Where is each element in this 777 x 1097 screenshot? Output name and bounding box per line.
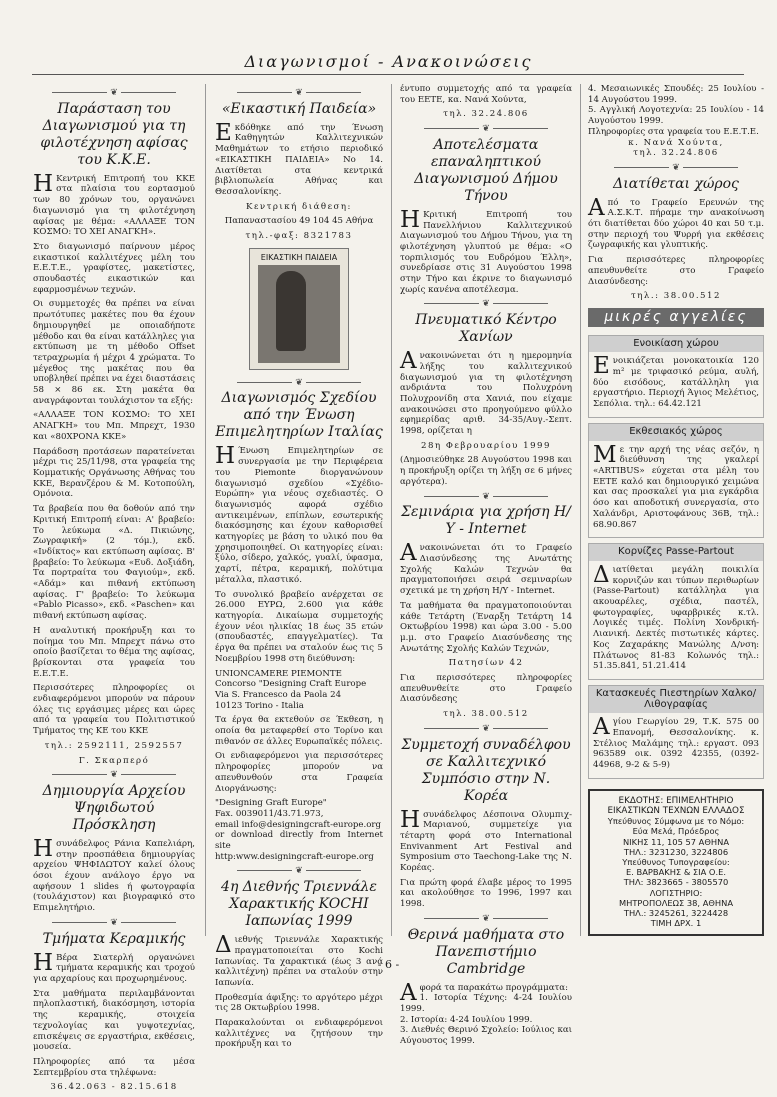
article-title: Παράσταση του Διαγωνισμού για τη φιλοτέχνηση αφίσας του Κ.Κ.Ε. (40, 100, 188, 168)
phone-number: τηλ. 38.00.512 (443, 709, 529, 720)
ornament: ❦ (33, 918, 195, 929)
article-text: Τα βραβεία που θα δοθούν από την Κριτική Επιτροπή είναι: Α' βραβείο: Το λεύκωμα «Δ. Πικιώνης, Ζωγραφική» (2 τόμ.), εκδ. «Ινδίκτος» και εκτύπωση αφίσας. Β' βραβείο: Το λεύκωμα «Ευδ. Δοξιάδη, Τα πορτραίτα του Φαγιούμ», εκδ. «Αδάμ» και πιθανή εκτύπωση αφίσας. Γ' βραβείο: Το λεύκωμα «Pablo Picasso», εκδ. «Paschen» και πιθανή εκτύπωση αφίσας. (33, 504, 195, 622)
classified-ad (588, 423, 764, 538)
ornament: ❦ (33, 88, 195, 99)
article-text: «ΑΛΛΑΞΕ ΤΟΝ ΚΟΣΜΟ: ΤΟ ΧΕΙ ΑΝΑΓΚΗ» του Μπ. Μπρεχτ, 1930 και «80ΧΡΟΝΑ ΚΚΕ» (33, 410, 195, 442)
ornament: ❦ (400, 299, 572, 310)
publisher-line: ΤΗΛ: 3823665 - 3805570 (623, 877, 729, 888)
contact-name: Γ. Σκαρπερό (78, 755, 150, 766)
article-text: Οι ενδιαφερόμενοι για περισσότερες πληροφορίες μπορούν να απευθυνθούν στα Γραφεία Διοργάνωσης: (215, 751, 383, 794)
phone-number: 36.42.063 - 82.15.618 (50, 1082, 178, 1093)
article-title: Διαγωνισμός Σχεδίου από την Ένωση Επιμελητηρίων Ιταλίας (215, 390, 383, 441)
article-text: έντυπο συμμετοχής από τα γραφεία του ΕΕΤΕ, κα. Νανά Χούντα, (400, 84, 572, 105)
list-item: 2. Ιστορία: 4-24 Ιουλίου 1999. (400, 1014, 533, 1025)
phone-number: τηλ.: 2592111, 2592557 (44, 740, 184, 751)
deadline-date: 28η Φεβρουαρίου 1999 (421, 440, 551, 451)
publisher-line: ΤΗΛ.: 3245261, 3224428 (623, 908, 729, 919)
contact-line: http:www.designingcraft-europe.org (215, 851, 374, 862)
ornament: ❦ (400, 124, 572, 135)
article-title: Αποτελέσματα επαναληπτικού Διαγωνισμού Δήμου Τήνου (414, 136, 558, 204)
article-text: Ανακοινώνεται ότι η ημερομηνία λήξης του καλλιτεχνικού διαγωνισμού για τη φιλοτέχνηση ανδριάντα του Πολυχρόνη Πολυχρονίδη στα Χανιά, που είχαμε ανακοινώσει στο προηγούμενο φύλλο εφημερίδας αριθ. 34-35/Αυγ.-Σεπτ. 1998, ορίζεται η (400, 348, 572, 437)
classified-ad (588, 685, 764, 779)
publisher-line: ΛΟΓΙΣΤΗΡΙΟ: (649, 887, 703, 898)
article-text: Ησυνάδελφος Δέσποινα Ολυμπιχ-Μαριανού, συμμετείχε για τέταρτη φορά στο International Envivanment Art Festival and Symposium στο Taechong-Lake της Ν. Κορέας. (400, 806, 572, 874)
classified-ad (588, 335, 764, 418)
article-title: Τμήματα Κεραμικής (42, 930, 186, 947)
article-text: Από το Γραφείο Ερευνών της Α.Σ.Κ.Τ. πήραμε την ανακοίνωση ότι διατίθεται δύο χώροι 40 και 50 τ.μ. στην περιοχή του Ψυρρή για εκθέσεις ζωγραφικής και γλυπτικής. (588, 194, 764, 251)
page-number: - 6 - (377, 958, 400, 971)
address: Παπαναστασίου 49 104 45 Αθήνα (224, 216, 374, 227)
article-text: Ανακοινώνεται ότι το Γραφείο Διασύνδεσης της Ανωτάτης Σχολής Καλών Τεχνών θα πραγματοποιήσει σειρά σεμιναρίων σχετικά με τη χρήση Η/Υ - Internet. (400, 540, 572, 597)
contact-name: κ. Νανά Χούντα, (628, 137, 724, 148)
list-item: 3. Διεθνές Θερινό Σχολείο: Ιούλιος και Αύγουστος 1999. (400, 1025, 572, 1047)
ornament: ❦ (400, 914, 572, 925)
ornament: ❦ (215, 866, 383, 877)
classified-ad-text: Με την αρχή της νέας σεζόν, η διεύθυνση της γκαλερί «ARTIBUS» εύχεται στα μέλη του ΕΕΤΕ καλό και δημιουργικό χειμώνα και σας προσκαλεί για μια εγκάρδια όσο και αποδοτική συνεργασία, στο Χαλάνδρι, Αριστοφάνους 36Β, τηλ.: 68.90.867 (593, 441, 759, 530)
magazine-cover-image (249, 248, 349, 370)
classified-ad-title: Ενοικίαση χώρου (589, 336, 763, 353)
contact-line: Fax. 0039011/43.71.973, (215, 808, 324, 819)
address: Πατησίων 42 (448, 658, 524, 669)
article-title: Πνευματικό Κέντρο Χανίων (415, 312, 557, 346)
article-text: Περισσότερες πληροφορίες οι ενδιαφερόμενοι μπορούν να πάρουν όλες τις εργάσιμες μέρες και ώρες από τα γραφεία του Πολιτιστικού Τμήματος της ΚΕ του ΚΚΕ (33, 683, 195, 737)
phone-number: τηλ. 32.24.806 (443, 109, 529, 120)
article-text: Τα μαθήματα θα πραγματοποιούνται κάθε Τετάρτη (Έναρξη Τετάρτη 14 Οκτωβρίου 1998) και ώρα 3.00 - 5.00 μ.μ. στο Γραφείο Διασύνδεσης της Ανωτάτης Σχολής Καλών Τεχνών, (400, 600, 572, 654)
cover-figure (276, 271, 306, 351)
contact-line: or download directly from Internet site (215, 830, 383, 852)
article-text: Αφορά τα παρακάτω προγράμματα: (400, 979, 568, 1006)
ornament: ❦ (215, 88, 383, 99)
article-title: Σεμινάρια για χρήση Η/Υ - Internet (401, 504, 571, 538)
ornament: ❦ (400, 724, 572, 735)
publisher-line: ΤΗΛ.: 3231230, 3224806 (623, 846, 729, 857)
article-text: Στα μαθήματα περιλαμβάνονται πηλοπλαστική, διακόσμηση, ιστορία της κεραμικής, στοιχεία τεχνολογίας και γυψοτεχνίας, επισκέψεις σε εργαστήρια, εκθέσεις, μουσεία. (33, 988, 195, 1053)
article-text: Το συνολικό βραβείο ανέρχεται σε 26.000 ΕΥΡΩ, 2.600 για κάθε κατηγορία. Δικαίωμα συμμετοχής έχουν νέοι ηλικίας 18 έως 35 ετών (σπουδαστές, επαγγελματίες). Τα έργα θα πρέπει να σταλούν έως τις 5 Νοεμβρίου 1998 στη διεύθυνση: (215, 589, 383, 664)
article-text: Η αναλυτική προκήρυξη και το ποίημα του Μπ. Μπρεχτ πάνω στο οποίο βασίζεται το θέμα της αφίσας, βρίσκονται στα γραφεία του Ε.Ε.Τ.Ε. (33, 625, 195, 679)
column-divider (391, 84, 392, 936)
classified-ad-title: Εκθεσιακός χώρος (589, 424, 763, 441)
publisher-line: ΜΗΤΡΟΠΟΛΕΩΣ 38, ΑΘΗΝΑ (618, 897, 734, 908)
classified-ad-title: Κατασκευές Πιεστηρίων Χαλκο/Λιθογραφίας (589, 686, 763, 713)
column-divider (580, 84, 581, 936)
article-text: ΗΚεντρική Επιτροπή του ΚΚΕ στα πλαίσια του εορτασμού των 80 χρόνων του, οργανώνει διαγωνισμό για τη φιλοτέχνηση αφίσας με θέμα: «ΑΛΛΑΞΕ ΤΟΝ ΚΟΣΜΟ: ΤΟ ΧΕΙ ΑΝΑΓΚΗ». (33, 170, 195, 238)
article-text: ΗΈνωση Επιμελητηρίων σε συνεργασία με την Περιφέρεια του Piemonte διοργανώνουν διαγωνισμό σχεδίου «Σχέδιο-Ευρώπη» για νέους σχεδιαστές. Ο διαγωνισμός αφορά σχέδιο αντικειμένων, επίπλων, εσωτερικής διακόσμησης και έχουν καθορισθεί κατηγορίες με βάση το υλικό που θα χρησιμοποιηθεί. Οι κατηγορίες είναι: ξύλο, σίδερο, χαλκός, γυαλί, ύφασμα, χαρτί, πέτρα, κεραμική, πολύτιμα μέταλλα, πλαστικό. (215, 443, 383, 585)
article-text: Προθεσμία άφιξης: το αργότερο μέχρι τις 28 Οκτωβρίου 1998. (215, 992, 383, 1014)
article-text: Εκδόθηκε από την Ένωση Καθηγητών Καλλιτεχνικών Μαθημάτων το ετήσιο περιοδικό «ΕΙΚΑΣΤΙΚΗ ΠΑΙΔΕΙΑ» Νο 14. Διατίθεται στα κεντρικά βιβλιοπωλεία Αθήνας και Θεσσαλονίκης. (215, 119, 383, 197)
article-text: ΗΒέρα Σιατερλή οργανώνει τμήματα κεραμικής και τροχού για αρχαρίους και προχωρημένους. (33, 949, 195, 984)
article-title: Θερινά μαθήματα στο Πανεπιστήμιο Cambridge (407, 926, 565, 977)
classified-ad (588, 543, 764, 680)
list-item: 4. Μεσαιωνικές Σπουδές: 25 Ιουλίου - 14 Αυγούστου 1999. (588, 84, 764, 105)
article-text: Πληροφορίες στα γραφεία του Ε.Ε.Τ.Ε. (588, 126, 759, 137)
publisher-line: ΤΙΜΗ ΔΡΧ. 1 (650, 918, 702, 929)
column-4 (588, 84, 764, 936)
phone-number: τηλ. 32.24.806 (633, 148, 719, 159)
ornament: ❦ (400, 492, 572, 503)
article-text: Ησυνάδελφος Ράνια Καπελιάρη, στην προσπάθεια δημιουργίας αρχείου ΨΗΦΙΔΩΤΟΥ καλεί όλους όσοι έχουν ανάλογο έργο να αφήσουν 1 slides ή φωτογραφία (τουλάχιστον) και βιογραφικό στο Επιμελητήριο. (33, 835, 195, 914)
page-header: Διαγωνισμοί - Ανακοινώσεις (244, 52, 533, 71)
column-2 (215, 84, 383, 1054)
article-text: Διεθνής Τριεννάλε Χαρακτικής πραγματοποιείται στο Kochi Ιαπωνίας. Τα χαρακτικά (έως 3 ανά καλλιτέχνη) πρέπει να σταλούν στην Ιαπωνία. (215, 932, 383, 988)
column-3 (400, 84, 572, 1051)
article-text: Για περισσότερες πληροφορίες απευθυνθείτε στο Γραφείο Διασύνδεσης: (588, 255, 764, 287)
article-text: Στο διαγωνισμό παίρνουν μέρος εικαστικοί καλλιτέχνες μέλη του Ε.Ε.Τ.Ε., γραφίστες, μακετίστες, σπουδαστές εικαστικών και εφαρμοσμένων τεχνών. (33, 241, 195, 295)
publisher-line: Υπεύθυνος Σύμφωνα με το Νόμο: (607, 816, 745, 827)
article-text: Πληροφορίες από τα μέσα Σεπτεμβρίου στα τηλέφωνα: (33, 1056, 195, 1078)
header-rule (32, 74, 744, 75)
publisher-line: Υπεύθυνος Τυπογραφείου: (622, 857, 730, 868)
address-line: UNIONCAMERE PIEMONTE (215, 668, 342, 679)
ornament: ❦ (588, 163, 764, 174)
list-item: 1. Ιστορία Τέχνης: 4-24 Ιουλίου 1999. (400, 993, 572, 1014)
address-line: 10123 Torino - Italia (215, 700, 304, 711)
article-title: Συμμετοχή συναδέλφου σε Καλλιτεχνικό Συμπόσιο στην Ν. Κορέα (401, 736, 571, 804)
article-text: (Δημοσιεύθηκε 28 Αυγούστου 1998 και η προκήρυξη ορίζει τη λήξη σε 6 μήνες αργότερα). (400, 455, 572, 487)
publisher-line: Εύα Μελά, Πρόεδρος (632, 826, 720, 837)
contact-line: email info@designingcraft-europe.org (215, 819, 381, 830)
article-title: «Εικαστική Παιδεία» (221, 100, 377, 117)
phone-number: τηλ.-φαξ: 8321783 (245, 231, 353, 242)
article-text: ΗΚριτική Επιτροπή του Πανελλήνιου Καλλιτεχνικού Διαγωνισμού του Δήμου Τήνου, για τη φιλοτέχνηση γλυπτού με θέμα: «Ο τορπιλισμός του Ευδρόμου Έλλη», συνεδρίασε στις 31 Αυγούστου 1998 στην Τήνο και έκρινε το διαγωνισμό χωρίς κανένα αποτέλεσμα. (400, 206, 572, 295)
contact-line: "Designing Graft Europe" (215, 798, 327, 809)
classified-ad-text: Αγίου Γεωργίου 29, Τ.Κ. 575 00 Επανομή, Θεσσαλονίκης. κ. Στέλιος Μαλάμης τηλ.: εργαστ. 093 963589 οικ. 0392 42355, (0392-44968, 9-2 & 5-9) (593, 714, 759, 771)
classified-ad-title: Κορνίζες Passe-Partout (589, 544, 763, 561)
phone-number: τηλ.: 38.00.512 (631, 291, 721, 302)
article-text: Παράδοση προτάσεων παρατείνεται μέχρι τις 25/11/98, στα γραφεία της Κομματικής Οργάνωσης Αθήνας του ΚΚΕ, Βερανζέρου & Μ. Κοτοπούλη, Ομόνοια. (33, 446, 195, 500)
classifieds-banner: μικρές αγγελίες (588, 308, 764, 327)
article-text: Τα έργα θα εκτεθούν σε Έκθεση, η οποία θα μεταφερθεί στο Τορίνο και πιθανόν σε άλλες Ευρωπαϊκές πόλεις. (215, 715, 383, 747)
classified-ad-text: Διατίθεται μεγάλη ποικιλία κορνιζών και τύπων περιθωρίων (Passe-Partout) κατάλληλα για ακουαρέλες, σχέδια, παστέλ, φωτογραφίες, υφαρβρικές κ.τλ. Λογικές τιμές. Πολίνη Χονδρική-Λιανική. Δεκτές πιστωτικές κάρτες. Κος Ζαχαράκης Μανώλης Δ/νση: Πλάτωνος 81-83 Κολωνός τηλ.: 51.35.841, 51.21.414 (593, 561, 759, 672)
address-label: Κεντρική διάθεση: (246, 201, 352, 212)
magazine-cover-title: ΕΙΚΑΣΤΙΚΗ ΠΑΙΔΕΙΑ (260, 252, 338, 262)
column-1 (33, 84, 195, 1097)
address-line: Via S. Francesco da Paola 24 (215, 689, 342, 700)
article-text: Οι συμμετοχές θα πρέπει να είναι πρωτότυπες μακέτες που θα έχουν δημιουργηθεί με οποιαδήποτε μέθοδο και θα είναι κατάλληλες για εκτύπωση με τη μέθοδο Offset τετραχρωμία ή μέχρι 4 χρώματα. Το μέγεθος της μακέτας που θα υποβληθεί πρέπει να έχει διαστάσεις 58 × 86 εκ. Στη μακέτα θα αναγράφονται τουλάχιστον τα εξής: (33, 299, 195, 406)
article-title: Διατίθεται χώρος (613, 175, 739, 192)
ornament: ❦ (215, 378, 383, 389)
article-title: 4η Διεθνής Τριεννάλε Χαρακτικής KOCHI Ιαπωνίας 1999 (221, 879, 377, 930)
article-text: Παρακαλούνται οι ενδιαφερόμενοι καλλιτέχνες να ζητήσουν την προκήρυξη και το (215, 1018, 383, 1050)
list-item: 5. Αγγλική Λογοτεχνία: 25 Ιουλίου - 14 Αυγούστου 1999. (588, 105, 764, 127)
article-text: Για πρώτη φορά έλαβε μέρος το 1995 και ακολούθησε το 1996, 1997 και 1998. (400, 877, 572, 910)
publisher-box (588, 789, 764, 936)
publisher-title: ΕΚΔΟΤΗΣ: ΕΠΙΜΕΛΗΤΗΡΙΟ ΕΙΚΑΣΤΙΚΩΝ ΤΕΧΝΩΝ ΕΛΛΑΔΟΣ (607, 795, 745, 817)
article-title: Δημιουργία Αρχείου Ψηφιδωτού Πρόσκληση (42, 782, 186, 833)
publisher-line: ΝΙΚΗΣ 11, 105 57 ΑΘΗΝΑ (622, 836, 730, 847)
classified-ad-text: Ενοικιάζεται μονοκατοικία 120 m² με τριφασικό ρεύμα, αυλή, δύο εισόδους, κατάλληλη για εργαστήριο. Περιοχή Άγιος Μελέτιος, Σεπόλια. τηλ.: 64.42.121 (593, 353, 759, 410)
address-line: Concorso "Designing Craft Europe (215, 679, 367, 690)
column-divider (205, 84, 206, 936)
article-text: Για περισσότερες πληροφορίες απευθυνθείτε στο Γραφείο Διασύνδεσης (400, 673, 572, 705)
ornament: ❦ (33, 770, 195, 781)
publisher-line: Ε. ΒΑΡΒΑΚΗΣ & ΣΙΑ Ο.Ε. (626, 867, 726, 878)
